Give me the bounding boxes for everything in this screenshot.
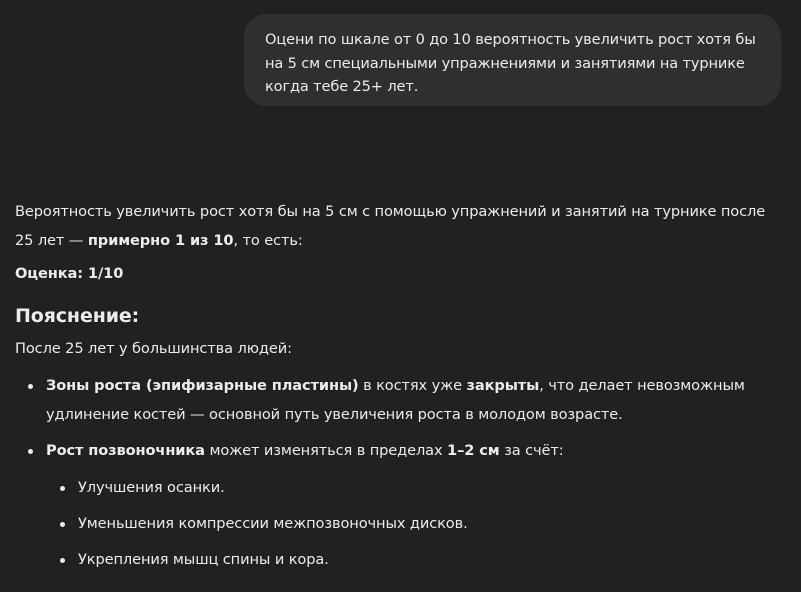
bullet-dot-icon [28,384,33,389]
bullet-dot-icon [60,522,65,527]
list-item-bold: Рост позвоночника [46,442,205,459]
answer-subintro: После 25 лет у большинства людей: [15,340,292,357]
user-message-bubble [244,14,781,106]
sub-list-item-text: Укрепления мышц спины и кора. [78,550,329,568]
sub-list-item-text: Улучшения осанки. [78,478,225,496]
sub-bullet-list [15,474,785,574]
user-message-text: Оцени по шкале от 0 до 10 вероятность увеличить рост хотя бы на 5 см специальными упражнениями и занятиями на турнике когда тебе 25+ лет. [265,31,756,95]
bullet-list [15,372,785,466]
sub-list-item [15,474,785,502]
list-item-text: в костях уже [358,377,467,394]
answer-intro-bold: примерно 1 из 10 [87,231,234,249]
list-item-text: может изменяться в пределах [204,442,448,459]
bullet-dot-icon [60,486,65,491]
answer-score: Оценка: 1/10 [15,265,124,282]
sub-list-item-text: Уменьшения компрессии межпозвоночных дисков. [78,514,468,532]
answer-intro-text: Вероятность увеличить рост хотя бы на 5 см с помощью упражнений и занятий на турнике после 25 лет — [15,203,766,249]
answer-intro-tail: , то есть: [233,231,303,249]
list-item-text: за счёт: [499,442,564,459]
answer-heading: Пояснение: [15,305,140,327]
bullet-dot-icon [60,558,65,563]
sub-list-item [15,546,785,574]
assistant-message [15,198,785,574]
list-item [15,437,785,466]
list-item [15,372,785,429]
list-item-bold: 1–2 см [447,442,500,459]
sub-list-item [15,510,785,538]
list-item-text: , что делает невозможным удлинение костей — основной путь увеличения роста в молодом возрасте. [46,377,745,423]
answer-intro [15,198,785,255]
bullet-dot-icon [28,449,33,454]
list-item-bold: Зоны роста (эпифизарные пластины) [46,377,359,394]
list-item-bold: закрыты [466,377,540,394]
